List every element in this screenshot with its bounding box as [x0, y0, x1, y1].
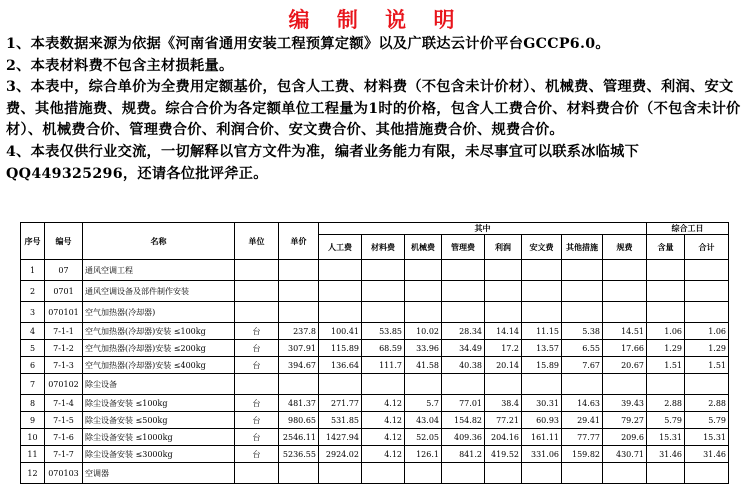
- cell-total: 1.06: [685, 323, 729, 340]
- table-row: [21, 357, 729, 374]
- cell-quota: [647, 302, 685, 323]
- header-total: 合计: [685, 235, 729, 260]
- cell-profit: 38.4: [485, 395, 522, 412]
- cell-other: 6.55: [562, 340, 603, 357]
- cell-quota: 1.06: [647, 323, 685, 340]
- header-machine: 机械费: [405, 235, 442, 260]
- cell-material: [362, 281, 405, 302]
- cell-code: 7-1-2: [45, 340, 83, 357]
- cell-name: 空调器: [83, 463, 235, 484]
- cell-profit: [485, 374, 522, 395]
- table-row: [21, 429, 729, 446]
- cell-price: 2546.11: [279, 429, 319, 446]
- cell-machine: [405, 281, 442, 302]
- cell-management: [442, 374, 485, 395]
- cell-other: [562, 260, 603, 281]
- cell-code: 7-1-6: [45, 429, 83, 446]
- header-unit: 单位: [235, 223, 279, 260]
- cell-seq: 4: [21, 323, 45, 340]
- cell-quota: 15.31: [647, 429, 685, 446]
- cell-quota: 2.88: [647, 395, 685, 412]
- cell-machine: [405, 374, 442, 395]
- table-row: [21, 463, 729, 484]
- cell-machine: 43.04: [405, 412, 442, 429]
- table-row: [21, 446, 729, 463]
- cell-unit: 台: [235, 446, 279, 463]
- cell-quota: [647, 374, 685, 395]
- cell-safety: [522, 260, 562, 281]
- cell-code: 7-1-1: [45, 323, 83, 340]
- cell-unit: 台: [235, 323, 279, 340]
- cell-other: [562, 463, 603, 484]
- cell-name: 空气加热器(冷却器)安装 ≤400kg: [83, 357, 235, 374]
- table-row: [21, 412, 729, 429]
- cell-quota: [647, 260, 685, 281]
- cell-fee: [603, 281, 647, 302]
- cell-name: 除尘设备安装 ≤500kg: [83, 412, 235, 429]
- cell-seq: 2: [21, 281, 45, 302]
- cell-other: [562, 374, 603, 395]
- cell-price: 307.91: [279, 340, 319, 357]
- cell-seq: 10: [21, 429, 45, 446]
- cell-safety: [522, 281, 562, 302]
- cell-total: 1.51: [685, 357, 729, 374]
- cell-code: 07: [45, 260, 83, 281]
- cell-fee: 209.6: [603, 429, 647, 446]
- header-code: 编号: [45, 223, 83, 260]
- table-row: [21, 374, 729, 395]
- header-labor: 人工费: [319, 235, 362, 260]
- header-name: 名称: [83, 223, 235, 260]
- cell-code: 070103: [45, 463, 83, 484]
- cell-management: 409.36: [442, 429, 485, 446]
- cell-name: 除尘设备安装 ≤3000kg: [83, 446, 235, 463]
- cell-safety: 30.31: [522, 395, 562, 412]
- cell-code: 0701: [45, 281, 83, 302]
- cell-safety: 15.89: [522, 357, 562, 374]
- cell-labor: [319, 302, 362, 323]
- cell-total: 1.29: [685, 340, 729, 357]
- cell-other: 14.63: [562, 395, 603, 412]
- cell-price: [279, 302, 319, 323]
- table-row: [21, 260, 729, 281]
- cell-labor: 2924.02: [319, 446, 362, 463]
- cell-machine: 33.96: [405, 340, 442, 357]
- cell-safety: 11.15: [522, 323, 562, 340]
- table-row: [21, 340, 729, 357]
- cell-profit: 204.16: [485, 429, 522, 446]
- cell-seq: 5: [21, 340, 45, 357]
- cell-fee: 430.71: [603, 446, 647, 463]
- table-row: [21, 302, 729, 323]
- cell-quota: [647, 463, 685, 484]
- cell-material: 68.59: [362, 340, 405, 357]
- cell-name: 空气加热器(冷却器)安装 ≤100kg: [83, 323, 235, 340]
- cell-total: [685, 302, 729, 323]
- cell-material: [362, 463, 405, 484]
- cell-labor: 136.64: [319, 357, 362, 374]
- cell-code: 070102: [45, 374, 83, 395]
- cell-machine: [405, 302, 442, 323]
- cell-unit: [235, 374, 279, 395]
- cell-material: 4.12: [362, 446, 405, 463]
- cell-labor: [319, 281, 362, 302]
- header-seq: 序号: [21, 223, 45, 260]
- cell-safety: [522, 374, 562, 395]
- cell-price: [279, 463, 319, 484]
- cell-other: 5.38: [562, 323, 603, 340]
- cell-quota: [647, 281, 685, 302]
- table-row: [21, 323, 729, 340]
- cell-management: 28.34: [442, 323, 485, 340]
- cell-name: 通风空调工程: [83, 260, 235, 281]
- cell-code: 7-1-5: [45, 412, 83, 429]
- cell-seq: 3: [21, 302, 45, 323]
- cell-safety: 13.57: [522, 340, 562, 357]
- cell-seq: 6: [21, 357, 45, 374]
- cell-quota: 5.79: [647, 412, 685, 429]
- cell-fee: 17.66: [603, 340, 647, 357]
- note-4: 4、本表仅供行业交流，一切解释以官方文件为准，编者业务能力有限，未尽事宜可以联系冰临城下QQ449325296，还请各位批评斧正。: [6, 143, 640, 182]
- table-header-row-1: [21, 223, 729, 235]
- cell-price: 5236.55: [279, 446, 319, 463]
- cell-unit: 台: [235, 412, 279, 429]
- cell-machine: 10.02: [405, 323, 442, 340]
- cell-management: 77.01: [442, 395, 485, 412]
- cell-fee: 14.51: [603, 323, 647, 340]
- cell-material: 4.12: [362, 429, 405, 446]
- cell-fee: [603, 302, 647, 323]
- cell-other: 29.41: [562, 412, 603, 429]
- cell-fee: 39.43: [603, 395, 647, 412]
- cell-material: 53.85: [362, 323, 405, 340]
- cell-profit: 17.2: [485, 340, 522, 357]
- cell-material: [362, 260, 405, 281]
- cell-unit: 台: [235, 429, 279, 446]
- cell-material: [362, 374, 405, 395]
- note-1: 1、本表数据来源为依据《河南省通用安装工程预算定额》以及广联达云计价平台GCCP6.0。: [6, 36, 610, 52]
- cell-total: 15.31: [685, 429, 729, 446]
- cell-unit: 台: [235, 395, 279, 412]
- cell-material: 4.12: [362, 412, 405, 429]
- notes-block: [6, 34, 746, 185]
- cell-name: 除尘设备安装 ≤1000kg: [83, 429, 235, 446]
- cell-code: 7-1-7: [45, 446, 83, 463]
- cell-management: [442, 281, 485, 302]
- cell-management: 154.82: [442, 412, 485, 429]
- cell-machine: [405, 260, 442, 281]
- table-row: [21, 395, 729, 412]
- cell-fee: 20.67: [603, 357, 647, 374]
- header-fee: 规费: [603, 235, 647, 260]
- cell-fee: [603, 260, 647, 281]
- cell-machine: 5.7: [405, 395, 442, 412]
- cell-other: 77.77: [562, 429, 603, 446]
- cell-code: 7-1-4: [45, 395, 83, 412]
- cell-quota: 31.46: [647, 446, 685, 463]
- cell-name: 空气加热器(冷却器): [83, 302, 235, 323]
- page-title: 编 制 说 明: [288, 7, 465, 32]
- cell-labor: 1427.94: [319, 429, 362, 446]
- cell-price: [279, 281, 319, 302]
- header-management: 管理费: [442, 235, 485, 260]
- cell-profit: 14.14: [485, 323, 522, 340]
- cell-labor: 100.41: [319, 323, 362, 340]
- cell-profit: 77.21: [485, 412, 522, 429]
- cell-name: 除尘设备: [83, 374, 235, 395]
- cell-seq: 1: [21, 260, 45, 281]
- cell-fee: [603, 463, 647, 484]
- cell-code: 070101: [45, 302, 83, 323]
- cell-unit: 台: [235, 340, 279, 357]
- cell-other: [562, 281, 603, 302]
- cell-other: 7.67: [562, 357, 603, 374]
- cell-other: 159.82: [562, 446, 603, 463]
- cell-profit: [485, 463, 522, 484]
- cell-quota: 1.51: [647, 357, 685, 374]
- header-material: 材料费: [362, 235, 405, 260]
- cell-total: 31.46: [685, 446, 729, 463]
- price-table: [20, 222, 729, 484]
- cell-safety: 161.11: [522, 429, 562, 446]
- cell-labor: 271.77: [319, 395, 362, 412]
- cell-labor: [319, 260, 362, 281]
- cell-name: 除尘设备安装 ≤100kg: [83, 395, 235, 412]
- cell-seq: 7: [21, 374, 45, 395]
- cell-management: [442, 260, 485, 281]
- cell-seq: 11: [21, 446, 45, 463]
- cell-material: 4.12: [362, 395, 405, 412]
- header-price: 单价: [279, 223, 319, 260]
- cell-machine: 41.58: [405, 357, 442, 374]
- cell-fee: [603, 374, 647, 395]
- cell-total: [685, 463, 729, 484]
- cell-price: 394.67: [279, 357, 319, 374]
- cell-total: [685, 281, 729, 302]
- table-row: [21, 281, 729, 302]
- cell-safety: 60.93: [522, 412, 562, 429]
- note-3: 3、本表中，综合单价为全费用定额基价，包含人工费、材料费（不包含未计价材）、机械费、管理费、利润、安文费、其他措施费、规费。综合合价为各定额单位工程量为1时的价格，包含人工费合价、材料费合价（不包含未计价材）、机械费合价、管理费合价、利润合价、安文费合价、其他措施费合价、规费合价。: [6, 79, 741, 139]
- cell-name: 空气加热器(冷却器)安装 ≤200kg: [83, 340, 235, 357]
- cell-fee: 79.27: [603, 412, 647, 429]
- cell-price: [279, 260, 319, 281]
- cell-unit: [235, 463, 279, 484]
- header-quota: 含量: [647, 235, 685, 260]
- header-profit: 利润: [485, 235, 522, 260]
- cell-profit: 20.14: [485, 357, 522, 374]
- cell-labor: [319, 463, 362, 484]
- cell-labor: 531.85: [319, 412, 362, 429]
- cell-profit: [485, 302, 522, 323]
- cell-material: [362, 302, 405, 323]
- cell-unit: 台: [235, 357, 279, 374]
- cell-total: 2.88: [685, 395, 729, 412]
- cell-safety: [522, 302, 562, 323]
- cell-management: [442, 302, 485, 323]
- cell-management: 34.49: [442, 340, 485, 357]
- cell-safety: 331.06: [522, 446, 562, 463]
- cell-other: [562, 302, 603, 323]
- header-other: 其他措施: [562, 235, 603, 260]
- cell-labor: [319, 374, 362, 395]
- cell-price: 237.8: [279, 323, 319, 340]
- cell-unit: [235, 281, 279, 302]
- cell-price: 481.37: [279, 395, 319, 412]
- cell-unit: [235, 302, 279, 323]
- cell-price: 980.65: [279, 412, 319, 429]
- cell-name: 通风空调设备及部件制作安装: [83, 281, 235, 302]
- cell-seq: 12: [21, 463, 45, 484]
- cell-total: 5.79: [685, 412, 729, 429]
- cell-profit: [485, 260, 522, 281]
- cell-material: 111.7: [362, 357, 405, 374]
- note-2: 2、本表材料费不包含主材损耗量。: [6, 57, 234, 74]
- header-safety: 安文费: [522, 235, 562, 260]
- cell-total: [685, 260, 729, 281]
- cell-labor: 115.89: [319, 340, 362, 357]
- cell-profit: 419.52: [485, 446, 522, 463]
- cell-safety: [522, 463, 562, 484]
- cell-price: [279, 374, 319, 395]
- cell-seq: 9: [21, 412, 45, 429]
- cell-management: [442, 463, 485, 484]
- cell-management: 40.38: [442, 357, 485, 374]
- cell-code: 7-1-3: [45, 357, 83, 374]
- cell-machine: [405, 463, 442, 484]
- cell-machine: 52.05: [405, 429, 442, 446]
- cell-machine: 126.1: [405, 446, 442, 463]
- cell-management: 841.2: [442, 446, 485, 463]
- cell-unit: [235, 260, 279, 281]
- cell-seq: 8: [21, 395, 45, 412]
- header-group-detail: 其中: [319, 223, 647, 235]
- cell-quota: 1.29: [647, 340, 685, 357]
- header-group-workday: 综合工日: [647, 223, 729, 235]
- cell-total: [685, 374, 729, 395]
- cell-profit: [485, 281, 522, 302]
